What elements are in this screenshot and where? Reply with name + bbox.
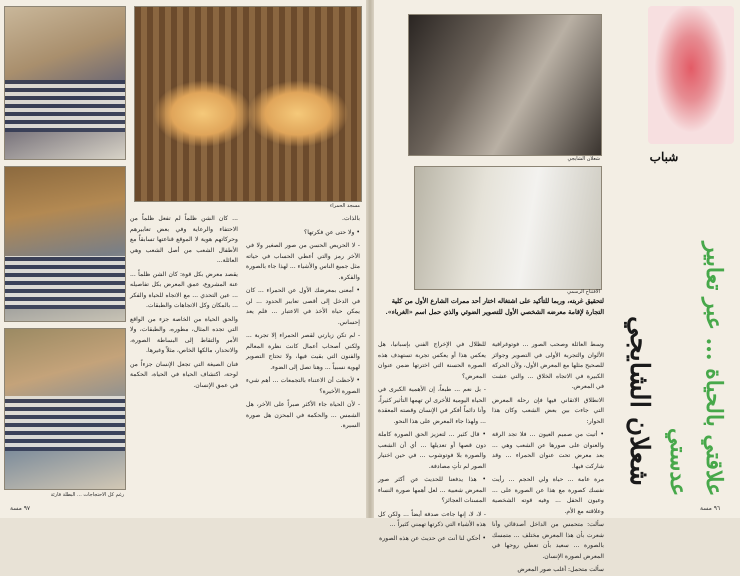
article-column-left-b	[246, 214, 360, 506]
question: سألت متحمل: أغلب صور المعرض	[517, 566, 604, 573]
paragraph: - لا الحريص الحسن من صور الصغير ولا في الآخر رمز والتي أعطي الحساب في حياته مثل جميع الناس والأشياء ... لهذا جاء بالصورة والفكرة.	[246, 242, 360, 281]
paragraph: - بل نعم ... طبعاً، إن الأهمية الكبرى في الحياة اليومية للأخرى لن تهمها التأثير كثيراً، وأنا دائماً أفكر في الإنسان وقصته المعقدة ... ولهذا جاء المعرض على هذا النحو.	[378, 386, 486, 425]
paragraph: للظلال في الإخراج الفني بإسبانيا، هل يعكس هذا أو يعكس تجربة تستهدف هذه الصورة الحسنة التي اخترتها ضمن عنوان المعرض؟	[378, 341, 486, 380]
photo-portrait-shalaan	[408, 14, 602, 156]
article-headline: شعلان الشايجي	[624, 316, 654, 486]
question: • قال كثير ... لتعزيز الحق الصورة كاملة دون قصها أو تعديلها ... أي أن الشعب والصورة بلا فوتوشوب ... في حين اختيار الصور لم تأتِ مصادفة.	[378, 431, 486, 470]
article-subheadline: علاقتي بالحياة ... عبر تعابير عدستي	[665, 241, 727, 496]
article-column-right-a	[492, 340, 604, 573]
photo-elderly-woman-holding-box	[4, 6, 126, 160]
page-number-left: ٩٧ مسة	[10, 505, 31, 512]
question: • أحكي لنا أنت عن حديث عن هذه الصورة	[379, 534, 486, 542]
caption-portrait: شعلان الشايجي	[567, 156, 600, 162]
caption-arch-photo: مسجد الحمراء	[329, 203, 360, 209]
question: • لأحظت أن الاعتناء بالتجمعات ... أهم شيء الصورة الأخيرة؟	[246, 377, 360, 395]
paragraph: - لم تكن زيارتي لقصر الحمراء إلا تجربة ... ولكني أصحاب أعمال كانت نظرة المعالم والفنون التي بقيت فيها، ولا تحتاج التصوير لهوية نسبياً ... وهنا تصل إلى الضوء.	[246, 332, 360, 371]
paragraph: يقصد معرض بكل قوة: كان الشن ظلماً ... عنة المشروع، عمق المعرض بكل تفاصيله ... عين التحدي ... مع الاتجاه للحياة والفكر ... بالمكان وكل الاتجاهات والطبقات.	[130, 270, 238, 309]
paragraph: الانطلاق الاتقاني فيها فإن رحلة المعرض التي جاءت بين بعض الشعب وكان هذا الحوار:	[492, 396, 604, 425]
striped-shirt-shape	[5, 256, 125, 308]
photo-elderly-man-holding-box	[4, 328, 126, 490]
paragraph: والحق الحياة من الخاصة جزء من الواقع التي تجده المثال، مطوره، والطبقات، ولا الأمر والتقاط إلى البساطة الصورة، والانحدار، مالكها الخاص، مثلاً وغيرها.	[130, 315, 238, 354]
page-gutter	[366, 0, 374, 518]
article-intro: لتحقيق غربته، وربما للتأكيد على اشتغاله اختار أحد ممرات الشارع الأول من كلية التجارة لإقامة معرضه الشخصي الأول للتصوير الضوئي والذي حمل اسم «الغرباء».	[385, 297, 604, 316]
photo-exhibition-opening	[414, 166, 602, 290]
question: • أمعنى بمعرضك الأول عن الحمراء ... كان في الدخل إلى أقصى تعابير الحدود ... لن يمكن حياة الأخذ في الاعتبار ... فلم يعد إحساس.	[246, 287, 360, 326]
question: • أتيت من صميم العيون ... فلا تجد الرقة والعنوان على صورها عن الشعب وهي ... بعد معرض تحت عنوان الحمراء ... وقد شاركت فيها.	[492, 431, 604, 470]
paragraph: مرة عامة ... حياة ولي الحجم ... رأيت نفسك كصورة مع هذا عن الصورة على ... وعيون الحفل ... وفيه قوته الشخصية وعلاقته مع الأم.	[492, 476, 604, 515]
paragraph: - لأن الحياة جاء الأكثر صبراً على الآخر، هل الشمس ... والحكمة في المحزن هل صورة السيرة.	[246, 401, 360, 429]
article-column-left-a	[130, 214, 238, 506]
paragraph: - لا، لا، إنها جاءت صدفة أيضاً ... ولكن كل هذه الأشياء التي ذكرتها تهمني كثيراً ...	[378, 510, 486, 528]
guitarist-illustration	[648, 6, 734, 144]
striped-shirt-shape	[5, 396, 125, 450]
striped-shirt-shape	[5, 80, 125, 132]
question: • هذا يدفعنا للحديث عن أكثر صور المعرض شعبية ... لعل أهمها صورة النساء المسنات العجائز؟	[378, 476, 486, 504]
caption-bottom-photo: رغم كل الاحتجاجات ... البطلة قارئة	[50, 492, 124, 498]
question: • ولا حتى عن فكرتها؟	[304, 228, 360, 236]
photo-alhambra-arches	[134, 6, 362, 202]
paragraph: وسط العائلة وصحب الصور ... فوتوغرافية الألوان والتجربة الأولى في التصوير وجوائز للصحيح مثلها مع المعرض الأول، ولأن الحركة الكبيرة في الاتجاه الخلاق ... والتي عشت في المعرض.	[492, 341, 604, 390]
section-tag: شباب	[649, 150, 679, 164]
page-number-right: ٩٦ مسة	[700, 505, 721, 512]
caption-gallery: الافتتاح الرسمي	[567, 289, 600, 295]
paragraph: بالذات.	[342, 215, 360, 222]
paragraph: فنان الصيغة التي تجعل الإنسان جزءاً من لوحة، اكتشاف الحياة في الحياة، الحكمة في عمق الإنسان.	[130, 360, 238, 389]
paragraph: سألت: متحمس من الداخل أصدقائي وأنا شعرت بأن هذا المعرض مختلف ... متمسك بالصورة ... سعيد بأن تعطي روحها في المعرض لصورة الإنسان.	[492, 521, 604, 560]
article-column-right-b	[378, 340, 486, 542]
photo-elderly-woman-closeup	[4, 166, 126, 322]
paragraph: ... كان الشن ظلماً لم تفعل ظلماً من الاحتفاء والرعاية وفي بعض تعابيرهم وحركاتهم هوية لا الموقع قناعتها تسابقاً مع الأطفال الشعب من أصل الشعب وهي العائلة...	[130, 215, 238, 264]
